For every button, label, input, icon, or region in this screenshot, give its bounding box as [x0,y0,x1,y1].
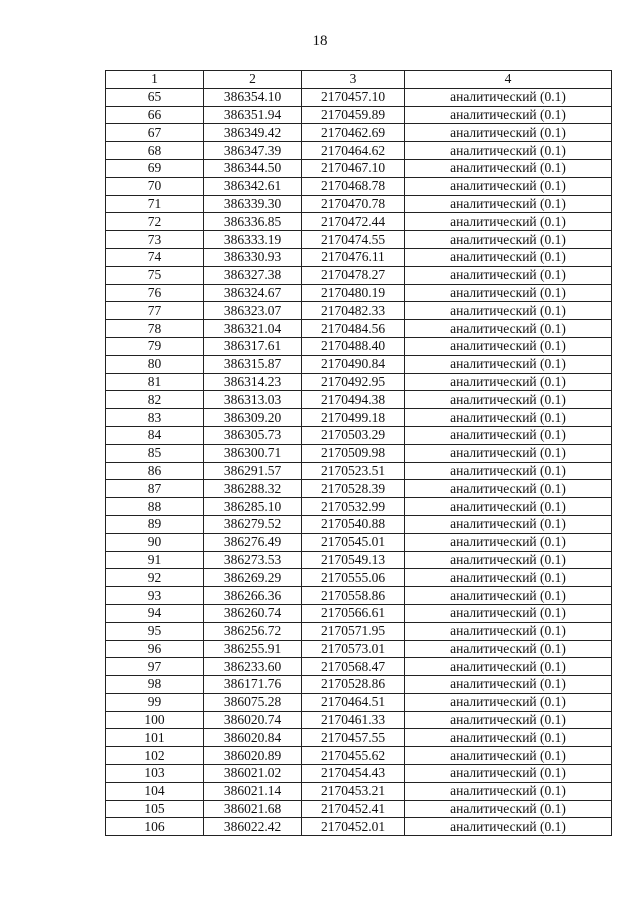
y-coordinate-cell: 2170528.86 [302,676,405,694]
table-row [106,195,612,213]
point-number-cell: 92 [106,569,204,587]
y-coordinate-cell: 2170453.21 [302,782,405,800]
point-number-cell: 69 [106,159,204,177]
table-row [106,159,612,177]
y-coordinate-cell: 2170545.01 [302,533,405,551]
table-row [106,640,612,658]
table-row [106,729,612,747]
method-cell: аналитический (0.1) [405,106,612,124]
point-number-cell: 95 [106,622,204,640]
table-row [106,177,612,195]
point-number-cell: 81 [106,373,204,391]
method-cell: аналитический (0.1) [405,765,612,783]
point-number-cell: 99 [106,693,204,711]
method-cell: аналитический (0.1) [405,444,612,462]
column-header-2: 2 [204,71,302,89]
y-coordinate-cell: 2170488.40 [302,337,405,355]
x-coordinate-cell: 386260.74 [204,604,302,622]
y-coordinate-cell: 2170457.10 [302,88,405,106]
table-row [106,337,612,355]
point-number-cell: 84 [106,426,204,444]
y-coordinate-cell: 2170528.39 [302,480,405,498]
table-row [106,711,612,729]
method-cell: аналитический (0.1) [405,818,612,836]
method-cell: аналитический (0.1) [405,569,612,587]
point-number-cell: 102 [106,747,204,765]
column-header-1: 1 [106,71,204,89]
y-coordinate-cell: 2170461.33 [302,711,405,729]
table-row [106,231,612,249]
method-cell: аналитический (0.1) [405,498,612,516]
point-number-cell: 83 [106,409,204,427]
y-coordinate-cell: 2170464.51 [302,693,405,711]
method-cell: аналитический (0.1) [405,622,612,640]
x-coordinate-cell: 386327.38 [204,266,302,284]
table-row [106,587,612,605]
y-coordinate-cell: 2170482.33 [302,302,405,320]
x-coordinate-cell: 386291.57 [204,462,302,480]
y-coordinate-cell: 2170490.84 [302,355,405,373]
table-row [106,266,612,284]
method-cell: аналитический (0.1) [405,409,612,427]
method-cell: аналитический (0.1) [405,676,612,694]
y-coordinate-cell: 2170558.86 [302,587,405,605]
x-coordinate-cell: 386315.87 [204,355,302,373]
point-number-cell: 85 [106,444,204,462]
x-coordinate-cell: 386021.02 [204,765,302,783]
table-row [106,782,612,800]
table-row [106,355,612,373]
x-coordinate-cell: 386309.20 [204,409,302,427]
point-number-cell: 75 [106,266,204,284]
column-header-3: 3 [302,71,405,89]
method-cell: аналитический (0.1) [405,337,612,355]
y-coordinate-cell: 2170454.43 [302,765,405,783]
x-coordinate-cell: 386021.14 [204,782,302,800]
y-coordinate-cell: 2170499.18 [302,409,405,427]
method-cell: аналитический (0.1) [405,480,612,498]
x-coordinate-cell: 386339.30 [204,195,302,213]
table-row [106,747,612,765]
x-coordinate-cell: 386344.50 [204,159,302,177]
table-row [106,800,612,818]
x-coordinate-cell: 386285.10 [204,498,302,516]
x-coordinate-cell: 386266.36 [204,587,302,605]
table-row [106,693,612,711]
point-number-cell: 78 [106,320,204,338]
table-row [106,284,612,302]
point-number-cell: 86 [106,462,204,480]
x-coordinate-cell: 386321.04 [204,320,302,338]
y-coordinate-cell: 2170568.47 [302,658,405,676]
table-body [106,88,612,835]
y-coordinate-cell: 2170478.27 [302,266,405,284]
method-cell: аналитический (0.1) [405,159,612,177]
method-cell: аналитический (0.1) [405,551,612,569]
point-number-cell: 73 [106,231,204,249]
table-row [106,658,612,676]
point-number-cell: 100 [106,711,204,729]
x-coordinate-cell: 386336.85 [204,213,302,231]
table-row [106,604,612,622]
point-number-cell: 77 [106,302,204,320]
page-number: 18 [312,33,328,49]
point-number-cell: 105 [106,800,204,818]
x-coordinate-cell: 386313.03 [204,391,302,409]
point-number-cell: 96 [106,640,204,658]
point-number-cell: 106 [106,818,204,836]
y-coordinate-cell: 2170566.61 [302,604,405,622]
point-number-cell: 79 [106,337,204,355]
table-row [106,88,612,106]
method-cell: аналитический (0.1) [405,462,612,480]
x-coordinate-cell: 386020.84 [204,729,302,747]
y-coordinate-cell: 2170474.55 [302,231,405,249]
x-coordinate-cell: 386330.93 [204,248,302,266]
point-number-cell: 91 [106,551,204,569]
y-coordinate-cell: 2170571.95 [302,622,405,640]
y-coordinate-cell: 2170573.01 [302,640,405,658]
method-cell: аналитический (0.1) [405,320,612,338]
table-row [106,533,612,551]
table-row [106,818,612,836]
method-cell: аналитический (0.1) [405,177,612,195]
x-coordinate-cell: 386021.68 [204,800,302,818]
y-coordinate-cell: 2170555.06 [302,569,405,587]
point-number-cell: 93 [106,587,204,605]
y-coordinate-cell: 2170462.69 [302,124,405,142]
y-coordinate-cell: 2170472.44 [302,213,405,231]
y-coordinate-cell: 2170484.56 [302,320,405,338]
point-number-cell: 103 [106,765,204,783]
point-number-cell: 72 [106,213,204,231]
method-cell: аналитический (0.1) [405,284,612,302]
point-number-cell: 104 [106,782,204,800]
method-cell: аналитический (0.1) [405,729,612,747]
table-row [106,444,612,462]
method-cell: аналитический (0.1) [405,640,612,658]
x-coordinate-cell: 386314.23 [204,373,302,391]
method-cell: аналитический (0.1) [405,248,612,266]
y-coordinate-cell: 2170523.51 [302,462,405,480]
method-cell: аналитический (0.1) [405,302,612,320]
method-cell: аналитический (0.1) [405,782,612,800]
y-coordinate-cell: 2170494.38 [302,391,405,409]
y-coordinate-cell: 2170509.98 [302,444,405,462]
column-header-4: 4 [405,71,612,89]
y-coordinate-cell: 2170468.78 [302,177,405,195]
point-number-cell: 97 [106,658,204,676]
method-cell: аналитический (0.1) [405,142,612,160]
x-coordinate-cell: 386354.10 [204,88,302,106]
x-coordinate-cell: 386333.19 [204,231,302,249]
table-row [106,462,612,480]
y-coordinate-cell: 2170467.10 [302,159,405,177]
table-row [106,373,612,391]
method-cell: аналитический (0.1) [405,266,612,284]
point-number-cell: 98 [106,676,204,694]
point-number-cell: 101 [106,729,204,747]
y-coordinate-cell: 2170532.99 [302,498,405,516]
y-coordinate-cell: 2170492.95 [302,373,405,391]
point-number-cell: 90 [106,533,204,551]
coordinates-table [105,70,612,836]
y-coordinate-cell: 2170549.13 [302,551,405,569]
point-number-cell: 89 [106,515,204,533]
x-coordinate-cell: 386349.42 [204,124,302,142]
y-coordinate-cell: 2170452.01 [302,818,405,836]
y-coordinate-cell: 2170540.88 [302,515,405,533]
table-row [106,124,612,142]
point-number-cell: 76 [106,284,204,302]
table-row [106,248,612,266]
y-coordinate-cell: 2170503.29 [302,426,405,444]
point-number-cell: 74 [106,248,204,266]
point-number-cell: 88 [106,498,204,516]
table-row [106,551,612,569]
x-coordinate-cell: 386020.89 [204,747,302,765]
x-coordinate-cell: 386075.28 [204,693,302,711]
method-cell: аналитический (0.1) [405,88,612,106]
y-coordinate-cell: 2170464.62 [302,142,405,160]
point-number-cell: 80 [106,355,204,373]
x-coordinate-cell: 386323.07 [204,302,302,320]
x-coordinate-cell: 386269.29 [204,569,302,587]
method-cell: аналитический (0.1) [405,515,612,533]
x-coordinate-cell: 386233.60 [204,658,302,676]
method-cell: аналитический (0.1) [405,195,612,213]
table-row [106,409,612,427]
point-number-cell: 70 [106,177,204,195]
table-row [106,569,612,587]
table-row [106,142,612,160]
point-number-cell: 82 [106,391,204,409]
method-cell: аналитический (0.1) [405,373,612,391]
point-number-cell: 66 [106,106,204,124]
x-coordinate-cell: 386022.42 [204,818,302,836]
table-header-row [106,71,612,89]
method-cell: аналитический (0.1) [405,124,612,142]
method-cell: аналитический (0.1) [405,213,612,231]
x-coordinate-cell: 386256.72 [204,622,302,640]
x-coordinate-cell: 386300.71 [204,444,302,462]
table-row [106,426,612,444]
x-coordinate-cell: 386324.67 [204,284,302,302]
table-row [106,515,612,533]
y-coordinate-cell: 2170480.19 [302,284,405,302]
table-row [106,106,612,124]
method-cell: аналитический (0.1) [405,604,612,622]
point-number-cell: 67 [106,124,204,142]
x-coordinate-cell: 386305.73 [204,426,302,444]
table-row [106,765,612,783]
x-coordinate-cell: 386171.76 [204,676,302,694]
x-coordinate-cell: 386020.74 [204,711,302,729]
point-number-cell: 65 [106,88,204,106]
table-row [106,302,612,320]
point-number-cell: 94 [106,604,204,622]
method-cell: аналитический (0.1) [405,747,612,765]
method-cell: аналитический (0.1) [405,231,612,249]
x-coordinate-cell: 386288.32 [204,480,302,498]
y-coordinate-cell: 2170459.89 [302,106,405,124]
table-row [106,622,612,640]
table-row [106,320,612,338]
table-row [106,480,612,498]
x-coordinate-cell: 386342.61 [204,177,302,195]
method-cell: аналитический (0.1) [405,426,612,444]
y-coordinate-cell: 2170455.62 [302,747,405,765]
point-number-cell: 68 [106,142,204,160]
table-row [106,498,612,516]
table-row [106,391,612,409]
method-cell: аналитический (0.1) [405,391,612,409]
y-coordinate-cell: 2170476.11 [302,248,405,266]
point-number-cell: 71 [106,195,204,213]
x-coordinate-cell: 386347.39 [204,142,302,160]
point-number-cell: 87 [106,480,204,498]
x-coordinate-cell: 386276.49 [204,533,302,551]
method-cell: аналитический (0.1) [405,693,612,711]
x-coordinate-cell: 386351.94 [204,106,302,124]
x-coordinate-cell: 386317.61 [204,337,302,355]
method-cell: аналитический (0.1) [405,355,612,373]
method-cell: аналитический (0.1) [405,533,612,551]
x-coordinate-cell: 386279.52 [204,515,302,533]
method-cell: аналитический (0.1) [405,587,612,605]
method-cell: аналитический (0.1) [405,658,612,676]
method-cell: аналитический (0.1) [405,711,612,729]
table-row [106,213,612,231]
method-cell: аналитический (0.1) [405,800,612,818]
table-row [106,676,612,694]
y-coordinate-cell: 2170470.78 [302,195,405,213]
x-coordinate-cell: 386273.53 [204,551,302,569]
x-coordinate-cell: 386255.91 [204,640,302,658]
y-coordinate-cell: 2170457.55 [302,729,405,747]
y-coordinate-cell: 2170452.41 [302,800,405,818]
